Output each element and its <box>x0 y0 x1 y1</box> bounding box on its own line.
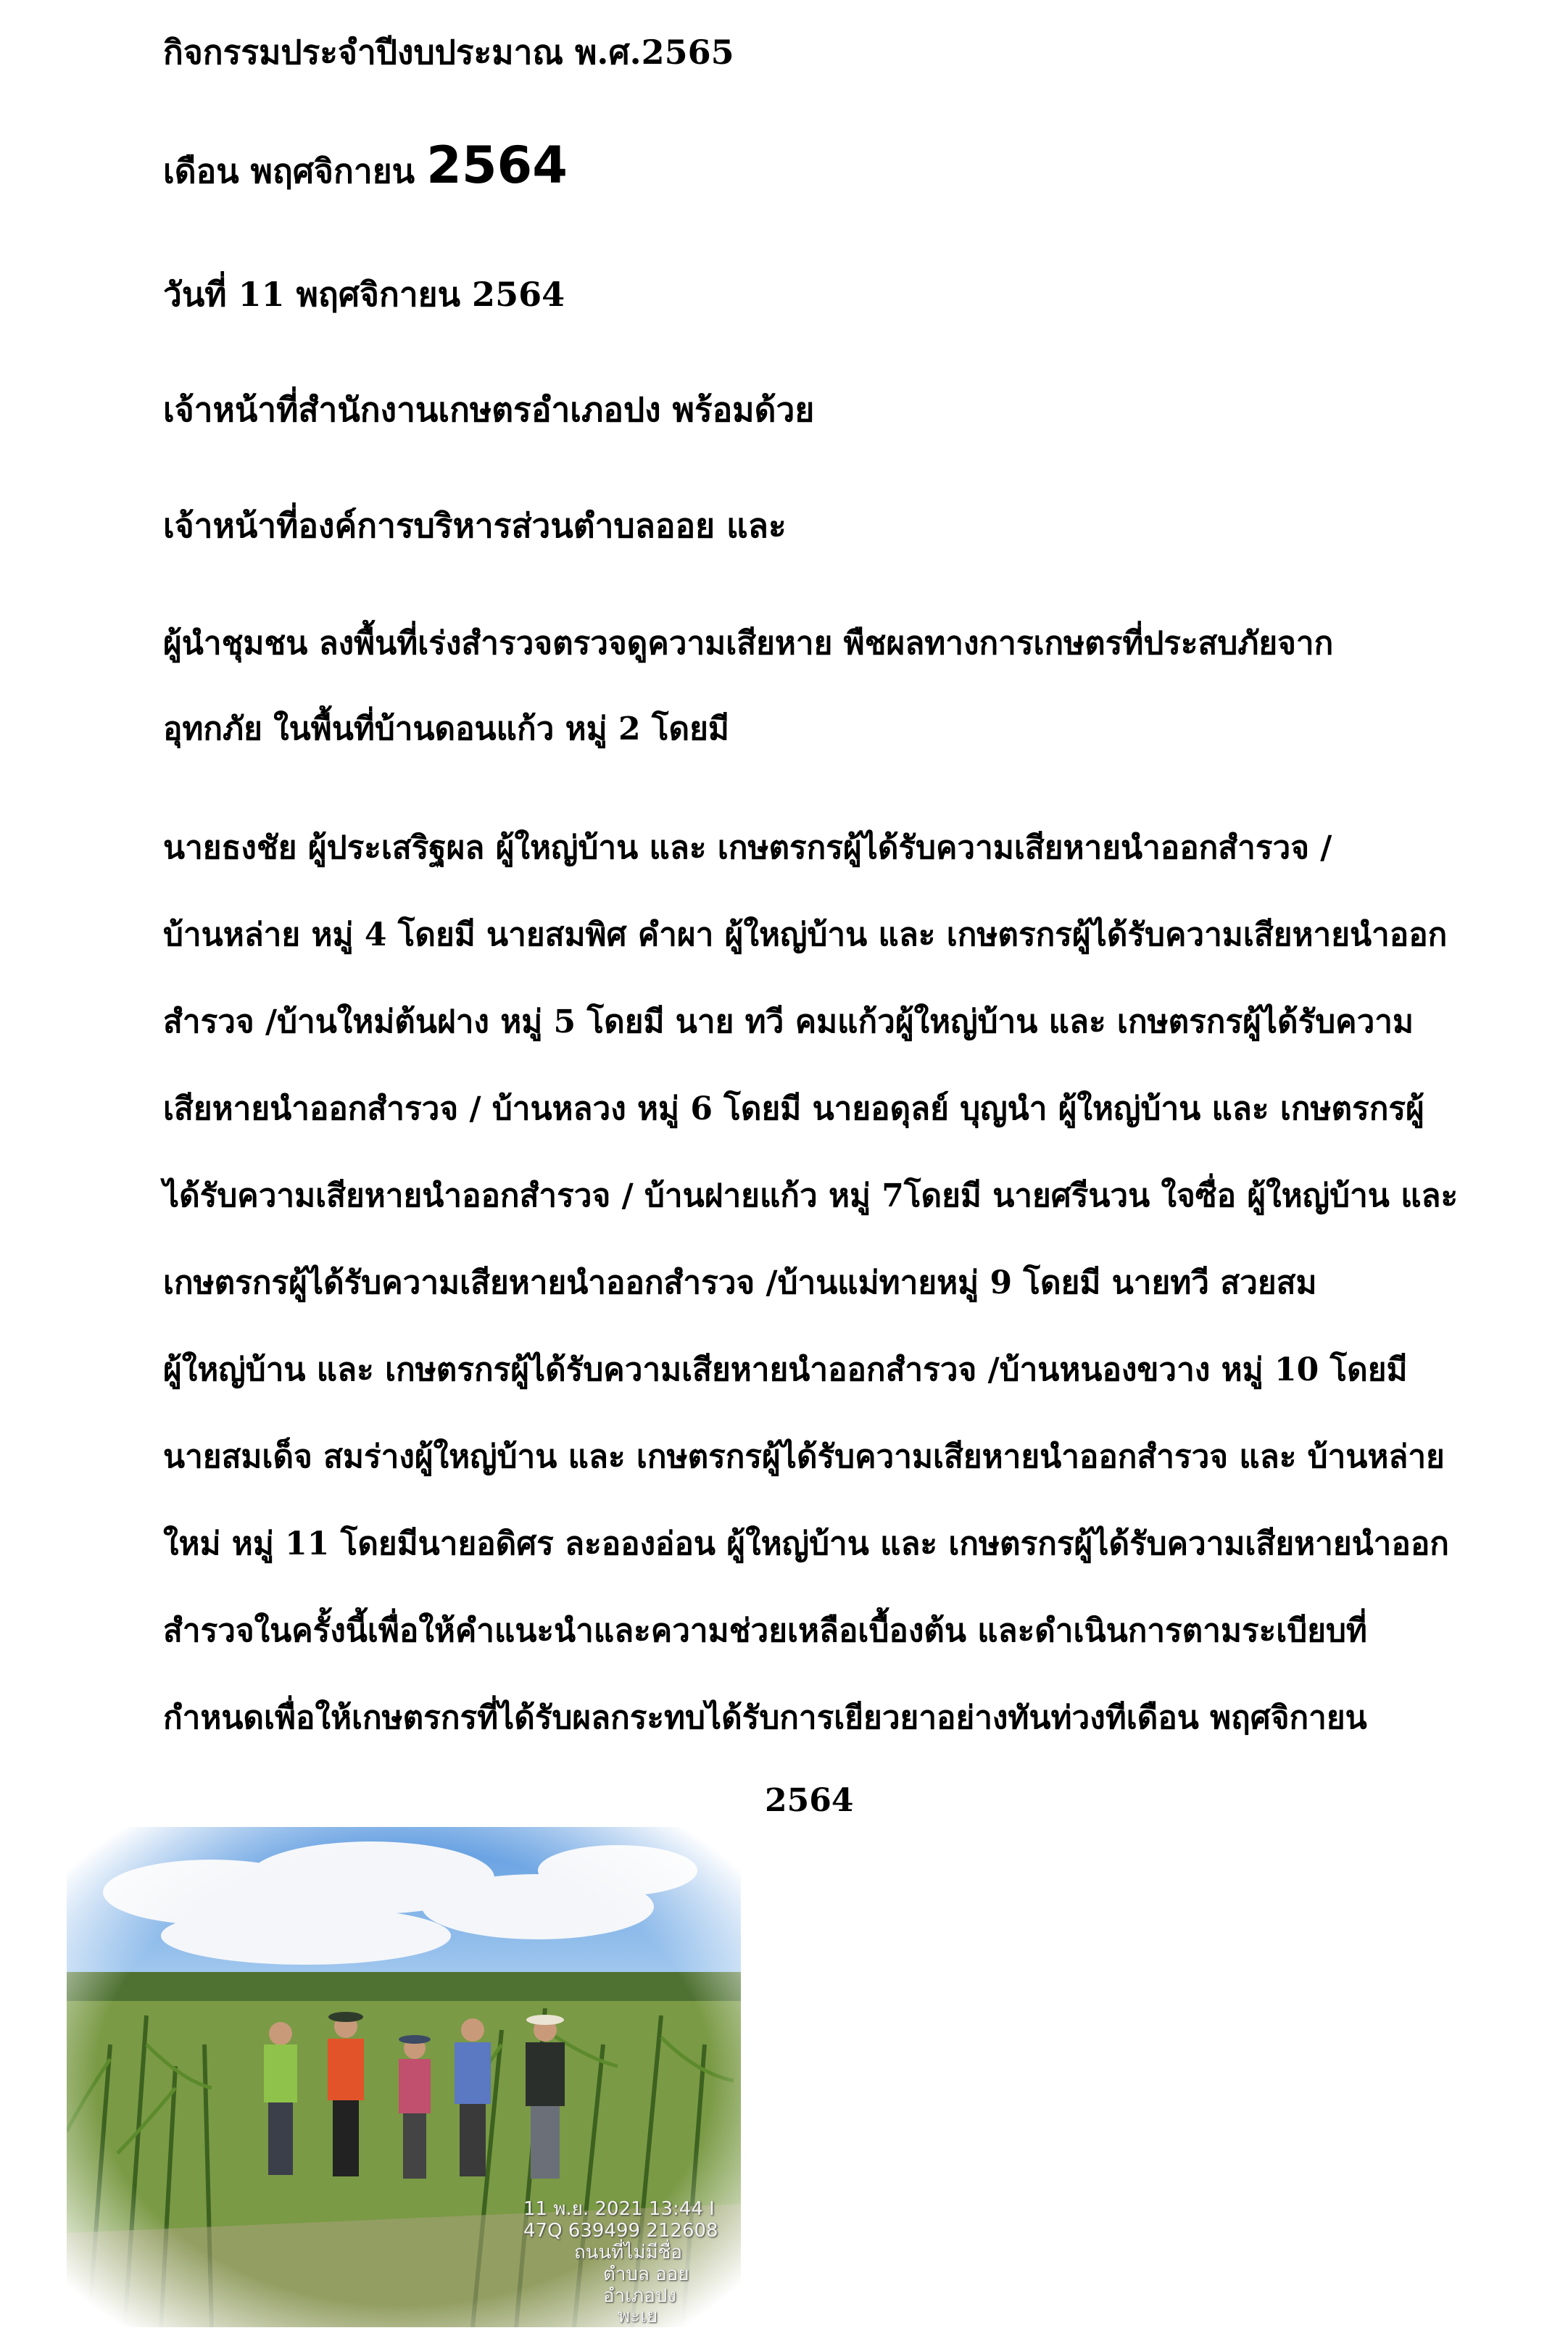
body-line: กำหนดเพื่อให้เกษตรกรที่ได้รับผลกระทบได้รับการเยียวยาอย่างทันท่วงทีเดือน พฤศจิกายน <box>163 1699 1367 1736</box>
intro-line: ผู้นำชุมชน ลงพื้นที่เร่งสำรวจตรวจดูความเสียหาย พืชผลทางการเกษตรที่ประสบภัยจาก <box>163 625 1334 662</box>
photo-coordinates: 47Q 639499 212608 <box>523 2220 718 2242</box>
staff-line: เจ้าหน้าที่สำนักงานเกษตรอำเภอปง พร้อมด้วย <box>163 390 815 429</box>
month-heading <box>163 136 568 195</box>
month-prefix: เดือน พฤศจิกายน <box>163 152 415 191</box>
body-line: นายสมเด็จ สมร่างผู้ใหญ่บ้าน และ เกษตรกรผู้ได้รับความเสียหายนำออกสำรวจ และ บ้านหล่าย <box>163 1438 1445 1475</box>
photo-district: อำเภอปง <box>603 2285 677 2307</box>
photo-timestamp: 11 พ.ย. 2021 13:44 I <box>523 2198 715 2220</box>
body-line: เกษตรกรผู้ได้รับความเสียหายนำออกสำรวจ /บ้านแม่ทายหมู่ 9 โดยมี นายทวี สวยสม <box>163 1264 1317 1301</box>
body-line: บ้านหล่าย หมู่ 4 โดยมี นายสมพิศ คำผา ผู้ใหญ่บ้าน และ เกษตรกรผู้ได้รับความเสียหายนำออก <box>163 916 1448 953</box>
body-line: เสียหายนำออกสำรวจ / บ้านหลวง หมู่ 6 โดยมี นายอดุลย์ บุญนำ ผู้ใหญ่บ้าน และ เกษตรกรผู้ <box>163 1090 1424 1127</box>
photo-subdistrict: ตำบล ออย <box>603 2263 689 2285</box>
body-line: สำรวจในครั้งนี้เพื่อให้คำแนะนำและความช่วยเหลือเบื้องต้น และดำเนินการตามระเบียบที่ <box>163 1612 1367 1649</box>
body-line: นายธงชัย ผู้ประเสริฐผล ผู้ใหญ่บ้าน และ เกษตรกรผู้ได้รับความเสียหายนำออกสำรวจ / <box>163 829 1332 866</box>
body-line: ใหม่ หมู่ 11 โดยมีนายอดิศร ละอองอ่อน ผู้ใหญ่บ้าน และ เกษตรกรผู้ได้รับความเสียหายนำออก <box>163 1525 1449 1562</box>
sao-staff-line: เจ้าหน้าที่องค์การบริหารส่วนตำบลออย และ <box>163 506 787 545</box>
closing-year: 2564 <box>765 1782 854 1819</box>
field-survey-photo <box>67 1827 741 2327</box>
body-line: ผู้ใหญ่บ้าน และ เกษตรกรผู้ได้รับความเสียหายนำออกสำรวจ /บ้านหนองขวาง หมู่ 10 โดยมี <box>163 1351 1408 1388</box>
activity-title: กิจกรรมประจำปีงบประมาณ พ.ศ.2565 <box>163 33 734 72</box>
photo-road: ถนนที่ไม่มีชื่อ <box>574 2242 683 2263</box>
date-line: วันที่ 11 พฤศจิกายน 2564 <box>163 275 565 314</box>
photo-province: พะเย <box>618 2305 658 2327</box>
month-year: 2564 <box>426 136 568 195</box>
body-line: ได้รับความเสียหายนำออกสำรวจ / บ้านฝายแก้ว หมู่ 7โดยมี นายศรีนวน ใจซื่อ ผู้ใหญ่บ้าน และ <box>163 1177 1459 1214</box>
intro-line: อุทกภัย ในพื้นที่บ้านดอนแก้ว หมู่ 2 โดยมี <box>163 710 729 747</box>
body-line: สำรวจ /บ้านใหม่ต้นฝาง หมู่ 5 โดยมี นาย ทวี คมแก้วผู้ใหญ่บ้าน และ เกษตรกรผู้ได้รับความ <box>163 1003 1414 1040</box>
